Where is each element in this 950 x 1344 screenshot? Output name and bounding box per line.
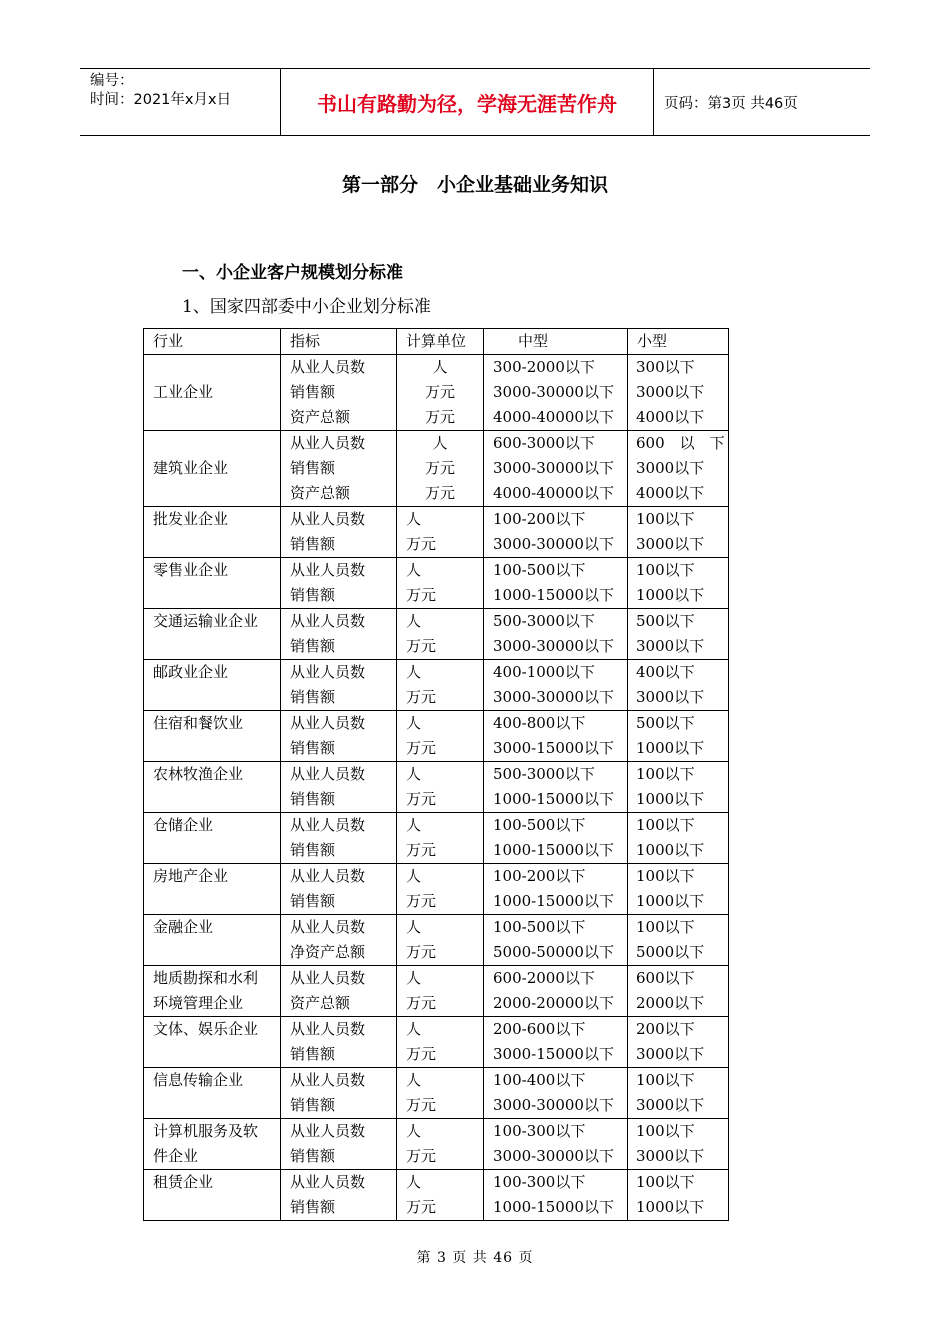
small-line: 1000以下 [636,739,705,757]
unit-line: 万元 [406,535,437,553]
part-title: 第一部分 小企业基础业务知识 [341,174,608,196]
section-title: 一、小企业客户规模划分标准 [182,263,403,283]
table-row [144,813,729,864]
medium-line: 100-500以下 [493,816,586,834]
indicator-line: 销售额 [290,790,336,808]
medium-line: 3000-30000以下 [493,688,614,706]
unit-line: 万元 [406,1198,437,1216]
unit-line: 万元 [406,892,437,910]
unit-cell [397,660,484,711]
medium-cell [484,660,628,711]
unit-line: 万元 [424,383,455,401]
indicator-line: 从业人员数 [290,434,366,452]
table-row [144,711,729,762]
indicator-line: 从业人员数 [290,765,366,783]
indicator-cell [281,660,397,711]
small-cell [628,762,729,813]
industry-cell: 住宿和餐饮业 [144,711,281,762]
indicator-cell [281,966,397,1017]
small-line: 3000以下 [636,1045,705,1063]
unit-line: 万元 [406,586,437,604]
code-label: 编号： [90,73,134,89]
classification-table [143,328,729,1221]
document-header [80,68,870,136]
unit-line: 万元 [406,1045,437,1063]
industry-cell: 零售业企业 [144,558,281,609]
unit-line: 人 [432,434,448,452]
indicator-line: 从业人员数 [290,1122,366,1140]
industry-cell [144,966,281,1017]
small-cell [628,1068,729,1119]
indicator-line: 从业人员数 [290,969,366,987]
medium-line: 100-200以下 [493,867,586,885]
page-footer: 第 3 页 共 46 页 [416,1250,534,1266]
indicator-line: 从业人员数 [290,612,366,630]
unit-line: 人 [406,1122,422,1140]
indicator-line: 销售额 [290,637,336,655]
medium-line: 3000-30000以下 [493,459,614,477]
unit-line: 人 [432,358,448,376]
indicator-line: 从业人员数 [290,510,366,528]
table-row [144,1068,729,1119]
table-row [144,966,729,1017]
table-header-row [144,329,729,355]
indicator-cell [281,507,397,558]
unit-line: 万元 [424,408,455,426]
small-cell [628,431,729,507]
small-line: 3000以下 [636,535,705,553]
indicator-cell [281,1170,397,1221]
medium-line: 5000-50000以下 [493,943,614,961]
small-line: 500以下 [636,714,695,732]
unit-cell [397,915,484,966]
table-header-cell: 计算单位 [397,329,484,355]
indicator-cell [281,558,397,609]
medium-line: 600-2000以下 [493,969,595,987]
small-line: 600 以 下 [636,434,725,452]
medium-cell [484,507,628,558]
table-row [144,1170,729,1221]
table-row [144,1119,729,1170]
medium-cell [484,915,628,966]
medium-line: 100-500以下 [493,561,586,579]
medium-line: 3000-15000以下 [493,1045,614,1063]
industry-cell: 批发业企业 [144,507,281,558]
small-line: 5000以下 [636,943,705,961]
medium-cell [484,864,628,915]
medium-cell [484,813,628,864]
medium-cell [484,1068,628,1119]
unit-cell [397,813,484,864]
unit-line: 人 [406,510,422,528]
small-line: 100以下 [636,867,695,885]
industry-line: 地质勘探和水利 [153,969,259,987]
table-header-cell: 小型 [628,329,729,355]
table-row [144,558,729,609]
small-cell [628,813,729,864]
unit-line: 人 [406,663,422,681]
small-line: 4000以下 [636,484,705,502]
indicator-line: 销售额 [290,739,336,757]
small-line: 1000以下 [636,892,705,910]
unit-cell [397,1170,484,1221]
indicator-line: 从业人员数 [290,663,366,681]
indicator-line: 销售额 [290,586,336,604]
indicator-line: 从业人员数 [290,867,366,885]
medium-line: 100-200以下 [493,510,586,528]
indicator-line: 销售额 [290,535,336,553]
indicator-line: 资产总额 [290,994,351,1012]
medium-line: 100-500以下 [493,918,586,936]
small-line: 3000以下 [636,383,705,401]
indicator-line: 从业人员数 [290,816,366,834]
medium-line: 400-1000以下 [493,663,595,681]
unit-cell [397,431,484,507]
unit-line: 人 [406,918,422,936]
unit-cell [397,609,484,660]
small-line: 4000以下 [636,408,705,426]
medium-cell [484,431,628,507]
small-cell [628,711,729,762]
indicator-cell [281,711,397,762]
indicator-line: 从业人员数 [290,1173,366,1191]
indicator-cell [281,1017,397,1068]
medium-cell [484,1170,628,1221]
unit-cell [397,1119,484,1170]
industry-cell: 仓储企业 [144,813,281,864]
unit-line: 人 [406,816,422,834]
unit-line: 万元 [406,790,437,808]
medium-cell [484,355,628,431]
unit-line: 人 [406,969,422,987]
indicator-line: 销售额 [290,459,336,477]
medium-line: 1000-15000以下 [493,892,614,910]
unit-cell [397,864,484,915]
small-line: 3000以下 [636,688,705,706]
unit-line: 万元 [424,484,455,502]
industry-line: 环境管理企业 [153,994,244,1012]
small-line: 1000以下 [636,1198,705,1216]
medium-line: 4000-40000以下 [493,408,614,426]
unit-line: 人 [406,1020,422,1038]
unit-line: 人 [406,612,422,630]
indicator-line: 从业人员数 [290,714,366,732]
unit-line: 人 [406,714,422,732]
small-line: 500以下 [636,612,695,630]
small-line: 600以下 [636,969,695,987]
unit-line: 万元 [406,1147,437,1165]
indicator-line: 从业人员数 [290,1071,366,1089]
small-cell [628,507,729,558]
unit-line: 人 [406,867,422,885]
medium-cell [484,966,628,1017]
small-cell [628,558,729,609]
medium-line: 500-3000以下 [493,765,595,783]
small-cell [628,1017,729,1068]
industry-cell: 信息传输企业 [144,1068,281,1119]
table-row [144,762,729,813]
indicator-line: 销售额 [290,1147,336,1165]
unit-cell [397,966,484,1017]
header-motto: 书山有路勤为径，学海无涯苦作舟 [281,69,654,135]
industry-cell: 文体、娱乐企业 [144,1017,281,1068]
medium-line: 1000-15000以下 [493,841,614,859]
unit-line: 人 [406,1071,422,1089]
small-cell [628,609,729,660]
industry-cell: 工业企业 [144,355,281,431]
unit-line: 万元 [406,739,437,757]
small-cell [628,1119,729,1170]
small-line: 1000以下 [636,586,705,604]
table-header-cell: 中型 [484,329,628,355]
small-line: 3000以下 [636,637,705,655]
indicator-cell [281,1119,397,1170]
unit-cell [397,762,484,813]
medium-line: 3000-15000以下 [493,739,614,757]
indicator-line: 销售额 [290,1198,336,1216]
small-line: 100以下 [636,1122,695,1140]
small-line: 100以下 [636,918,695,936]
unit-line: 万元 [406,841,437,859]
unit-cell [397,355,484,431]
small-line: 3000以下 [636,1147,705,1165]
indicator-line: 销售额 [290,892,336,910]
medium-line: 100-300以下 [493,1173,586,1191]
industry-cell: 建筑业企业 [144,431,281,507]
small-line: 1000以下 [636,841,705,859]
small-line: 100以下 [636,1173,695,1191]
small-cell [628,864,729,915]
indicator-line: 资产总额 [290,484,351,502]
small-cell [628,355,729,431]
small-cell [628,1170,729,1221]
medium-line: 3000-30000以下 [493,1096,614,1114]
small-cell [628,660,729,711]
unit-line: 万元 [406,688,437,706]
medium-line: 3000-30000以下 [493,383,614,401]
indicator-line: 销售额 [290,1096,336,1114]
small-line: 200以下 [636,1020,695,1038]
table-row [144,507,729,558]
unit-cell [397,558,484,609]
indicator-cell [281,609,397,660]
unit-cell [397,1017,484,1068]
table-row [144,1017,729,1068]
medium-line: 100-300以下 [493,1122,586,1140]
indicator-cell [281,762,397,813]
medium-cell [484,1119,628,1170]
medium-line: 3000-30000以下 [493,637,614,655]
table-row [144,915,729,966]
small-line: 3000以下 [636,1096,705,1114]
sub-title: 1、国家四部委中小企业划分标准 [182,297,431,317]
industry-line: 计算机服务及软 [153,1122,259,1140]
medium-line: 1000-15000以下 [493,1198,614,1216]
medium-cell [484,558,628,609]
table-row [144,431,729,507]
unit-line: 万元 [406,994,437,1012]
medium-line: 3000-30000以下 [493,1147,614,1165]
medium-line: 200-600以下 [493,1020,586,1038]
header-page-label: 页码：第3页 共46页 [664,95,798,112]
header-meta [80,69,281,135]
table-row [144,609,729,660]
indicator-line: 从业人员数 [290,561,366,579]
unit-line: 万元 [424,459,455,477]
indicator-cell [281,1068,397,1119]
small-line: 100以下 [636,816,695,834]
table-header-cell: 指标 [281,329,397,355]
unit-cell [397,1068,484,1119]
indicator-line: 销售额 [290,688,336,706]
industry-cell: 农林牧渔企业 [144,762,281,813]
unit-cell [397,711,484,762]
unit-line: 人 [406,765,422,783]
small-line: 2000以下 [636,994,705,1012]
indicator-cell [281,431,397,507]
indicator-line: 从业人员数 [290,358,366,376]
small-cell [628,915,729,966]
small-line: 100以下 [636,765,695,783]
medium-cell [484,609,628,660]
small-cell [628,966,729,1017]
medium-line: 500-3000以下 [493,612,595,630]
small-line: 100以下 [636,561,695,579]
medium-cell [484,711,628,762]
small-line: 100以下 [636,510,695,528]
unit-line: 人 [406,1173,422,1191]
indicator-line: 销售额 [290,1045,336,1063]
indicator-cell [281,355,397,431]
medium-cell [484,762,628,813]
indicator-line: 净资产总额 [290,943,366,961]
small-line: 300以下 [636,358,695,376]
industry-line: 件企业 [153,1147,199,1165]
medium-cell [484,1017,628,1068]
medium-line: 2000-20000以下 [493,994,614,1012]
indicator-line: 从业人员数 [290,1020,366,1038]
medium-line: 1000-15000以下 [493,790,614,808]
industry-cell [144,1119,281,1170]
table-row [144,864,729,915]
industry-cell: 交通运输业企业 [144,609,281,660]
industry-cell: 租赁企业 [144,1170,281,1221]
indicator-line: 资产总额 [290,408,351,426]
small-line: 1000以下 [636,790,705,808]
indicator-line: 从业人员数 [290,918,366,936]
indicator-line: 销售额 [290,383,336,401]
unit-line: 万元 [406,637,437,655]
indicator-cell [281,915,397,966]
indicator-line: 销售额 [290,841,336,859]
medium-line: 400-800以下 [493,714,586,732]
small-line: 3000以下 [636,459,705,477]
industry-cell: 房地产企业 [144,864,281,915]
table-row [144,355,729,431]
medium-line: 300-2000以下 [493,358,595,376]
small-line: 100以下 [636,1071,695,1089]
time-label: 时间：2021年x月x日 [90,92,232,108]
medium-line: 1000-15000以下 [493,586,614,604]
unit-line: 万元 [406,943,437,961]
medium-line: 100-400以下 [493,1071,586,1089]
indicator-cell [281,813,397,864]
unit-cell [397,507,484,558]
unit-line: 万元 [406,1096,437,1114]
industry-cell: 金融企业 [144,915,281,966]
medium-line: 4000-40000以下 [493,484,614,502]
industry-cell: 邮政业企业 [144,660,281,711]
medium-line: 600-3000以下 [493,434,595,452]
table-row [144,660,729,711]
small-line: 400以下 [636,663,695,681]
indicator-cell [281,864,397,915]
unit-line: 人 [406,561,422,579]
medium-line: 3000-30000以下 [493,535,614,553]
table-header-cell: 行业 [144,329,281,355]
